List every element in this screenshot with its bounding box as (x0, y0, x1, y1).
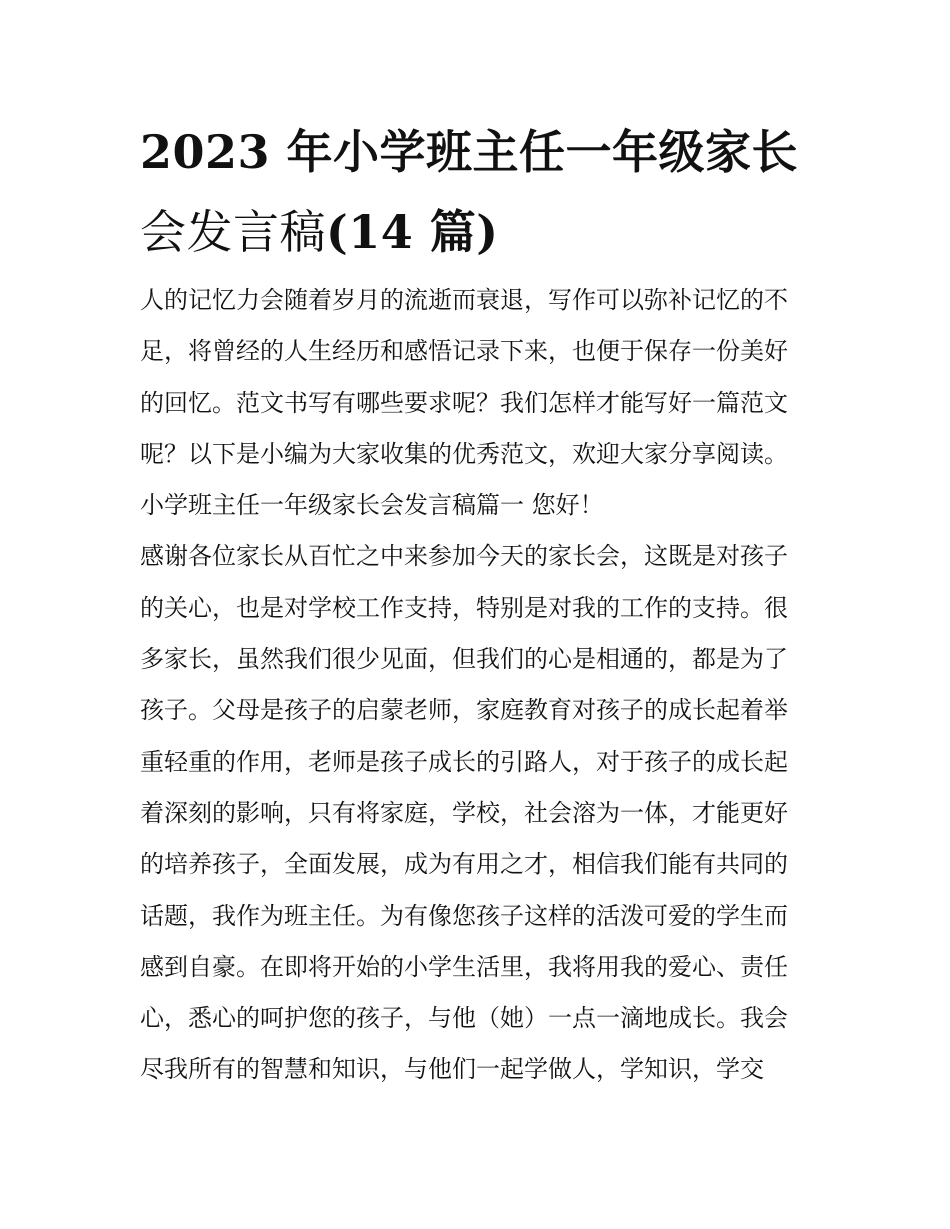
title-line-2 (140, 205, 499, 259)
body-line: 的关心，也是对学校工作支持，特别是对我的工作的支持。很 (140, 593, 788, 622)
document-title (140, 112, 820, 272)
body-line: 足，将曾经的人生经历和感悟记录下来，也便于保存一份美好 (140, 337, 788, 366)
body-line: 孩子。父母是孩子的启蒙老师，家庭教育对孩子的成长起着举 (140, 696, 788, 725)
body-line: 感到自豪。在即将开始的小学生活里，我将用我的爱心、责任 (140, 952, 788, 981)
body-line: 呢？以下是小编为大家收集的优秀范文，欢迎大家分享阅读。 (140, 439, 788, 468)
document-body (140, 275, 820, 1096)
body-line: 感谢各位家长从百忙之中来参加今天的家长会，这既是对孩子 (140, 542, 788, 571)
body-line: 的培养孩子，全面发展，成为有用之才，相信我们能有共同的 (140, 850, 788, 879)
title-line-2-suffix: (14 篇) (326, 205, 499, 259)
body-line: 尽我所有的智慧和知识，与他们一起学做人，学知识，学交 (140, 1055, 764, 1084)
body-line: 人的记忆力会随着岁月的流逝而衰退，写作可以弥补记忆的不 (140, 286, 788, 314)
section-heading-line: 小学班主任一年级家长会发言稿篇一 您好！ (140, 491, 604, 520)
body-line: 心，悉心的呵护您的孩子，与他（她）一点一滴地成长。我会 (140, 1004, 788, 1033)
body-line: 着深刻的影响，只有将家庭，学校，社会溶为一体，才能更好 (140, 798, 788, 827)
body-line: 多家长，虽然我们很少见面，但我们的心是相通的，都是为了 (140, 645, 788, 674)
body-line: 重轻重的作用，老师是孩子成长的引路人，对于孩子的成长起 (140, 747, 788, 776)
body-line: 话题，我作为班主任。为有像您孩子这样的活泼可爱的学生而 (140, 901, 788, 930)
body-line: 的回忆。范文书写有哪些要求呢？我们怎样才能写好一篇范文 (140, 388, 788, 417)
title-line-2-prefix: 会发言稿 (140, 205, 326, 259)
title-line-1: 2023 年小学班主任一年级家长 (140, 125, 799, 179)
